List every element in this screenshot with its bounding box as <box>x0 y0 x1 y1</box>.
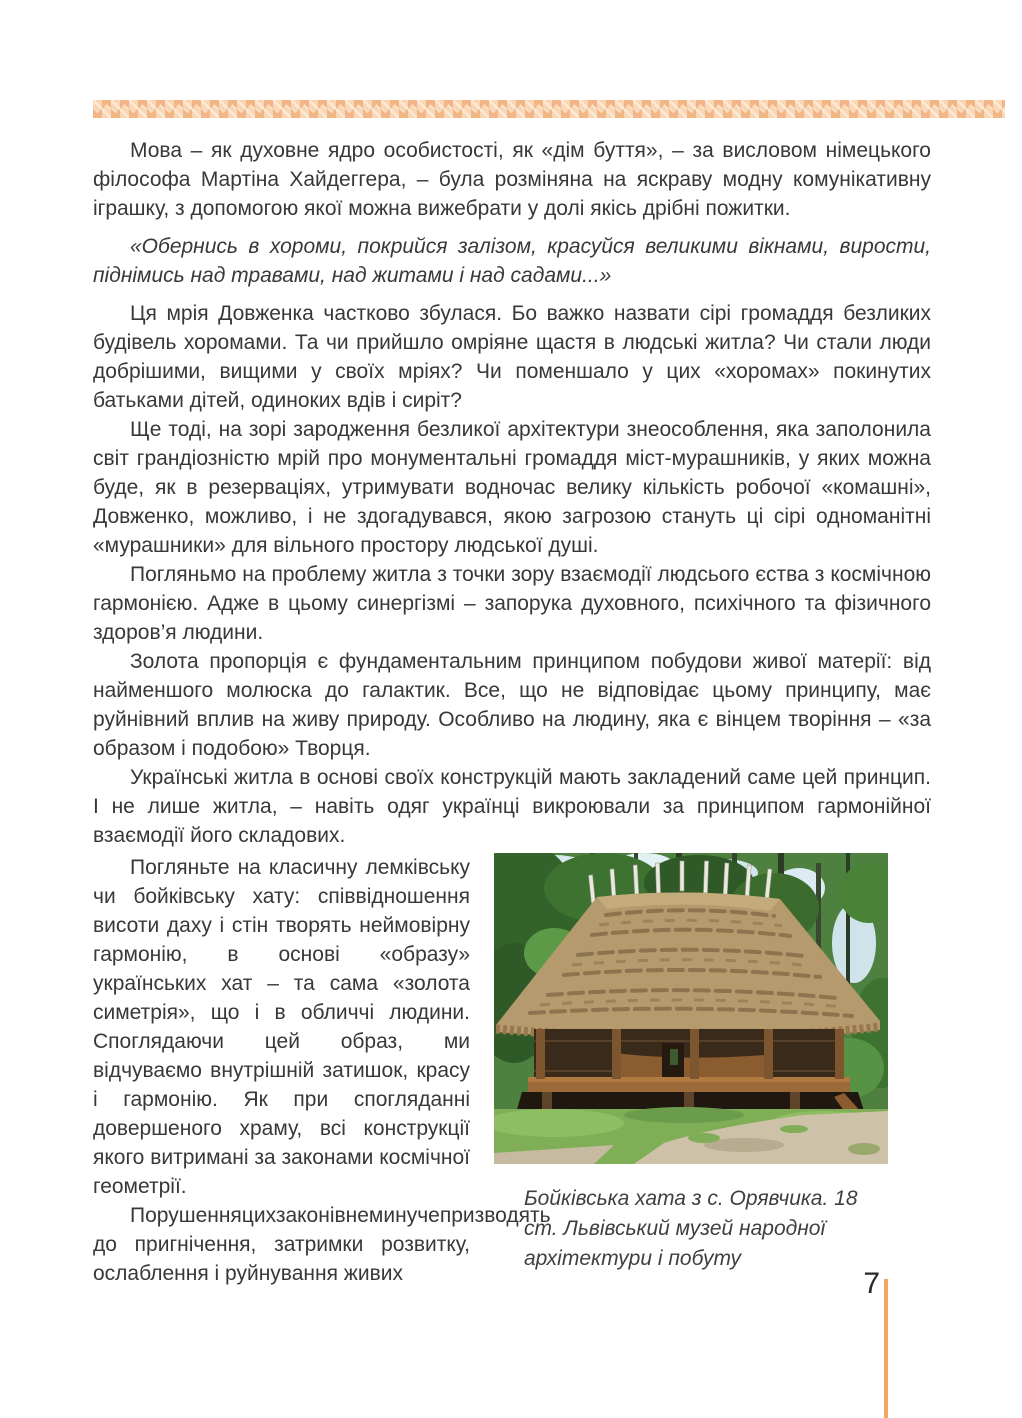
figure <box>494 853 888 1274</box>
decorative-diamond-ribbon <box>93 100 1005 118</box>
page-number: 7 <box>863 1267 880 1300</box>
paragraph: Порушенняцихзаконівнеминучепризводять до пригнічення, затримки розвитку, ослаблення і руйнування живих <box>93 1204 551 1285</box>
two-column-section <box>93 853 931 1288</box>
paragraph: Ця мрія Довженка частково збулася. Бо важко назвати сірі громаддя безликих будівель хоромами. Та чи прийшло омріяне щастя в людські житла? Чи стали люди добрішими, вищими у своїх мріях? Чи поменшало у цих «хоромах» покинутих батьками дітей, одиноких вдів і сиріт? <box>93 302 931 412</box>
page-content <box>93 136 931 1288</box>
figure-caption: Бойківська хата з с. Орявчика. 18 ст. Львівський музей народної архітектури і побуту <box>524 1187 858 1270</box>
dovzhenko-quote: «Обернись в хороми, покрийся залізом, красуйся великими вікнами, вирости, піднімись над травами, над житами і над садами...» <box>93 235 931 287</box>
page-number-rule <box>884 1279 888 1418</box>
paragraph: Золота пропорція є фундаментальним принципом побудови живої матерії: від найменшого молюска до галактик. Все, що не відповідає цьому принципу, має руйнівний вплив на живу природу. Особливо на людину, яка є вінцем творіння – «за образом і подобою» Творця. <box>93 650 931 760</box>
left-text-column <box>93 853 551 1288</box>
boyko-house-photo <box>494 853 888 1164</box>
paragraph: Погляньте на класичну лемківську чи бойківську хату: співвідношення висоти даху і стін творять неймовірну гармонію, в основі «образу» українських хат – та сама «золота симетрія», що і в обличчі людини. Споглядаючи цей образ, ми відчуваємо внутрішній затишок, красу і гармонію. Як при спогляданні довершеного храму, всі конструкції якого витримані за законами космічної геометрії. <box>93 856 470 1198</box>
paragraph: Ще тоді, на зорі зародження безликої архітектури знеособлення, яка заполонила світ грандіозністю мрій про монументальні громаддя міст-мурашників, у яких можна буде, як в резерваціях, утримувати водночас велику кількість робочої «комашні», Довженко, можливо, і не здогадувався, якою загрозою стануть ці сірі одноманітні «мурашники» для вільного простору людської душі. <box>93 418 931 557</box>
paragraph: Погляньмо на проблему житла з точки зору взаємодії людсього єства з космічною гармонією. Адже в цьому синергізмі – запорука духовного, психічного та фізичного здоров’я людини. <box>93 563 931 644</box>
paragraph: Мова – як духовне ядро особистості, як «дім буття», – за висловом німецького філософа Мартіна Хайдеггера, – була розміняна на яскраву модну комунікативну іграшку, з допомогою якої можна вижебрати у долі якісь дрібні пожитки. <box>93 139 931 220</box>
paragraph: Українські житла в основі своїх конструкцій мають закладений саме цей принцип. І не лише житла, – навіть одяг українці викроювали за принципом гармонійної взаємодії його складових. <box>93 766 931 847</box>
